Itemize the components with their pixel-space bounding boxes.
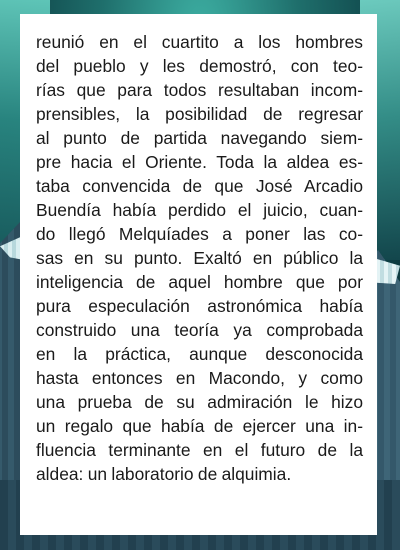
passage-line: hasta entonces en Macondo, y como xyxy=(36,368,363,388)
passage-line: en la práctica, aunque desconocida xyxy=(36,344,363,364)
passage-line: rías que para todos resultaban incom- xyxy=(36,80,363,100)
passage-line-last: aldea: un laboratorio de alquimia. xyxy=(36,464,292,484)
passage-line: taba convencida de que José Arcadio xyxy=(36,176,363,196)
passage-line: del pueblo y les demostró, con teo- xyxy=(36,56,363,76)
story-passage xyxy=(36,30,363,486)
passage-line: inteligencia de aquel hombre que por xyxy=(36,272,363,292)
passage-line: prensibles, la posibilidad de regresar xyxy=(36,104,363,124)
passage-line: do llegó Melquíades a poner las co- xyxy=(36,224,363,244)
passage-line: al punto de partida navegando siem- xyxy=(36,128,363,148)
passage-line: fluencia terminante en el futuro de la xyxy=(36,440,363,460)
passage-line: Buendía había perdido el juicio, cuan- xyxy=(36,200,363,220)
passage-line: construido una teoría ya comprobada xyxy=(36,320,363,340)
passage-line: pura especulación astronómica había xyxy=(36,296,363,316)
passage-line: un regalo que había de ejercer una in- xyxy=(36,416,363,436)
passage-line: sas en su punto. Exaltó en público la xyxy=(36,248,363,268)
passage-line: reunió en el cuartito a los hombres xyxy=(36,32,363,52)
passage-line: pre hacia el Oriente. Toda la aldea es- xyxy=(36,152,363,172)
text-panel xyxy=(20,14,377,535)
passage-line: una prueba de su admiración le hizo xyxy=(36,392,363,412)
